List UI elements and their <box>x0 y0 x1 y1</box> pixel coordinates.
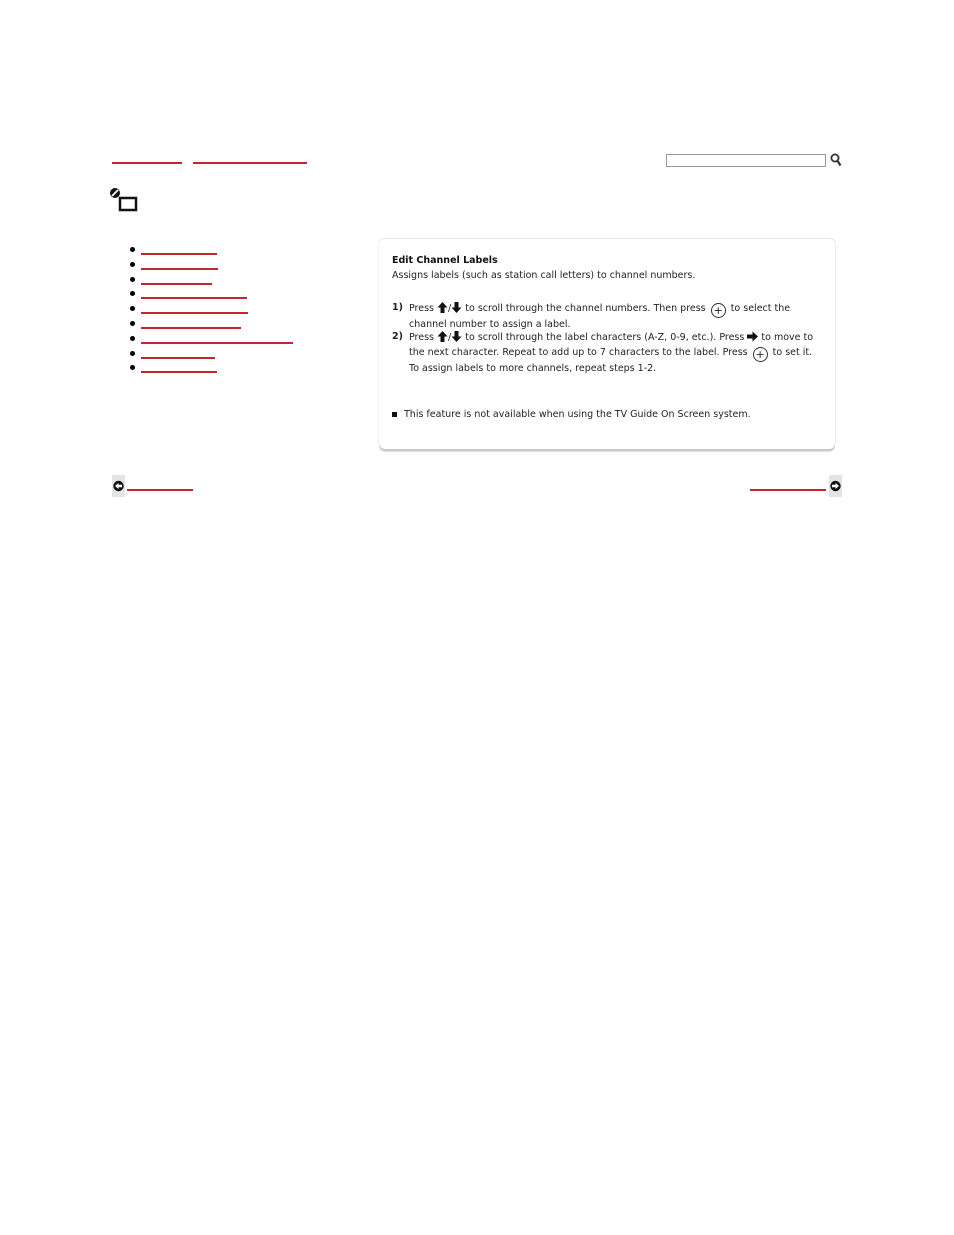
left-arrow-icon[interactable] <box>112 475 125 497</box>
square-bullet-icon <box>392 412 397 417</box>
step-text-part: to scroll through the label characters (A-Z, 0-9, etc.). Press <box>465 332 745 343</box>
content-panel <box>379 238 835 449</box>
nav-link-1[interactable] <box>141 253 217 255</box>
step-number: 1) <box>392 302 403 313</box>
nav-link-2[interactable] <box>141 268 218 270</box>
step-text-part: to scroll through the channel numbers. Then press <box>465 303 706 314</box>
step-number: 2) <box>392 331 403 342</box>
bullet-icon <box>130 291 135 296</box>
bullet-icon <box>130 336 135 341</box>
step-text <box>409 302 819 333</box>
enter-button-icon: + <box>753 347 768 362</box>
search-icon[interactable] <box>830 153 842 167</box>
nav-link-3[interactable] <box>141 283 212 285</box>
nav-link-9[interactable] <box>141 371 217 373</box>
step-text-part: to set it. To assign labels to more channels, repeat steps 1-2. <box>409 346 813 374</box>
breadcrumb-link-2[interactable] <box>193 162 307 164</box>
section-title: Edit Channel Labels <box>392 255 498 266</box>
step-text-part: Press <box>409 332 435 343</box>
down-arrow-icon <box>451 302 462 313</box>
bullet-icon <box>130 321 135 326</box>
bullet-icon <box>130 277 135 282</box>
slash-separator: / <box>448 303 452 314</box>
up-arrow-icon <box>437 302 448 313</box>
nav-link-4[interactable] <box>141 297 247 299</box>
next-page-link[interactable] <box>750 489 826 491</box>
slash-separator: / <box>448 332 452 343</box>
step-text-part: Press <box>409 303 435 314</box>
bullet-icon <box>130 365 135 370</box>
search-input[interactable] <box>666 154 826 167</box>
previous-page-link[interactable] <box>127 489 193 491</box>
right-arrow-icon[interactable] <box>829 475 842 497</box>
bullet-icon <box>130 306 135 311</box>
bullet-icon <box>130 262 135 267</box>
bullet-icon <box>130 351 135 356</box>
nav-link-7[interactable] <box>141 342 293 344</box>
step-text-part: to move to the next character. Repeat to add up to 7 characters to the label. Press <box>409 332 814 358</box>
section-description: Assigns labels (such as station call letters) to channel numbers. <box>392 270 696 281</box>
settings-icon <box>107 186 139 214</box>
down-arrow-icon <box>451 331 462 342</box>
step-text-part: to select the channel number to assign a label. <box>409 303 791 330</box>
nav-link-6[interactable] <box>141 327 241 329</box>
note-text: This feature is not available when using the TV Guide On Screen system. <box>404 409 751 420</box>
nav-link-8[interactable] <box>141 357 215 359</box>
bullet-icon <box>130 247 135 252</box>
enter-button-icon: + <box>711 303 726 318</box>
breadcrumb-link-1[interactable] <box>112 162 182 164</box>
nav-link-5[interactable] <box>141 312 248 314</box>
right-arrow-icon <box>747 331 758 342</box>
step-text <box>409 331 819 376</box>
up-arrow-icon <box>437 331 448 342</box>
